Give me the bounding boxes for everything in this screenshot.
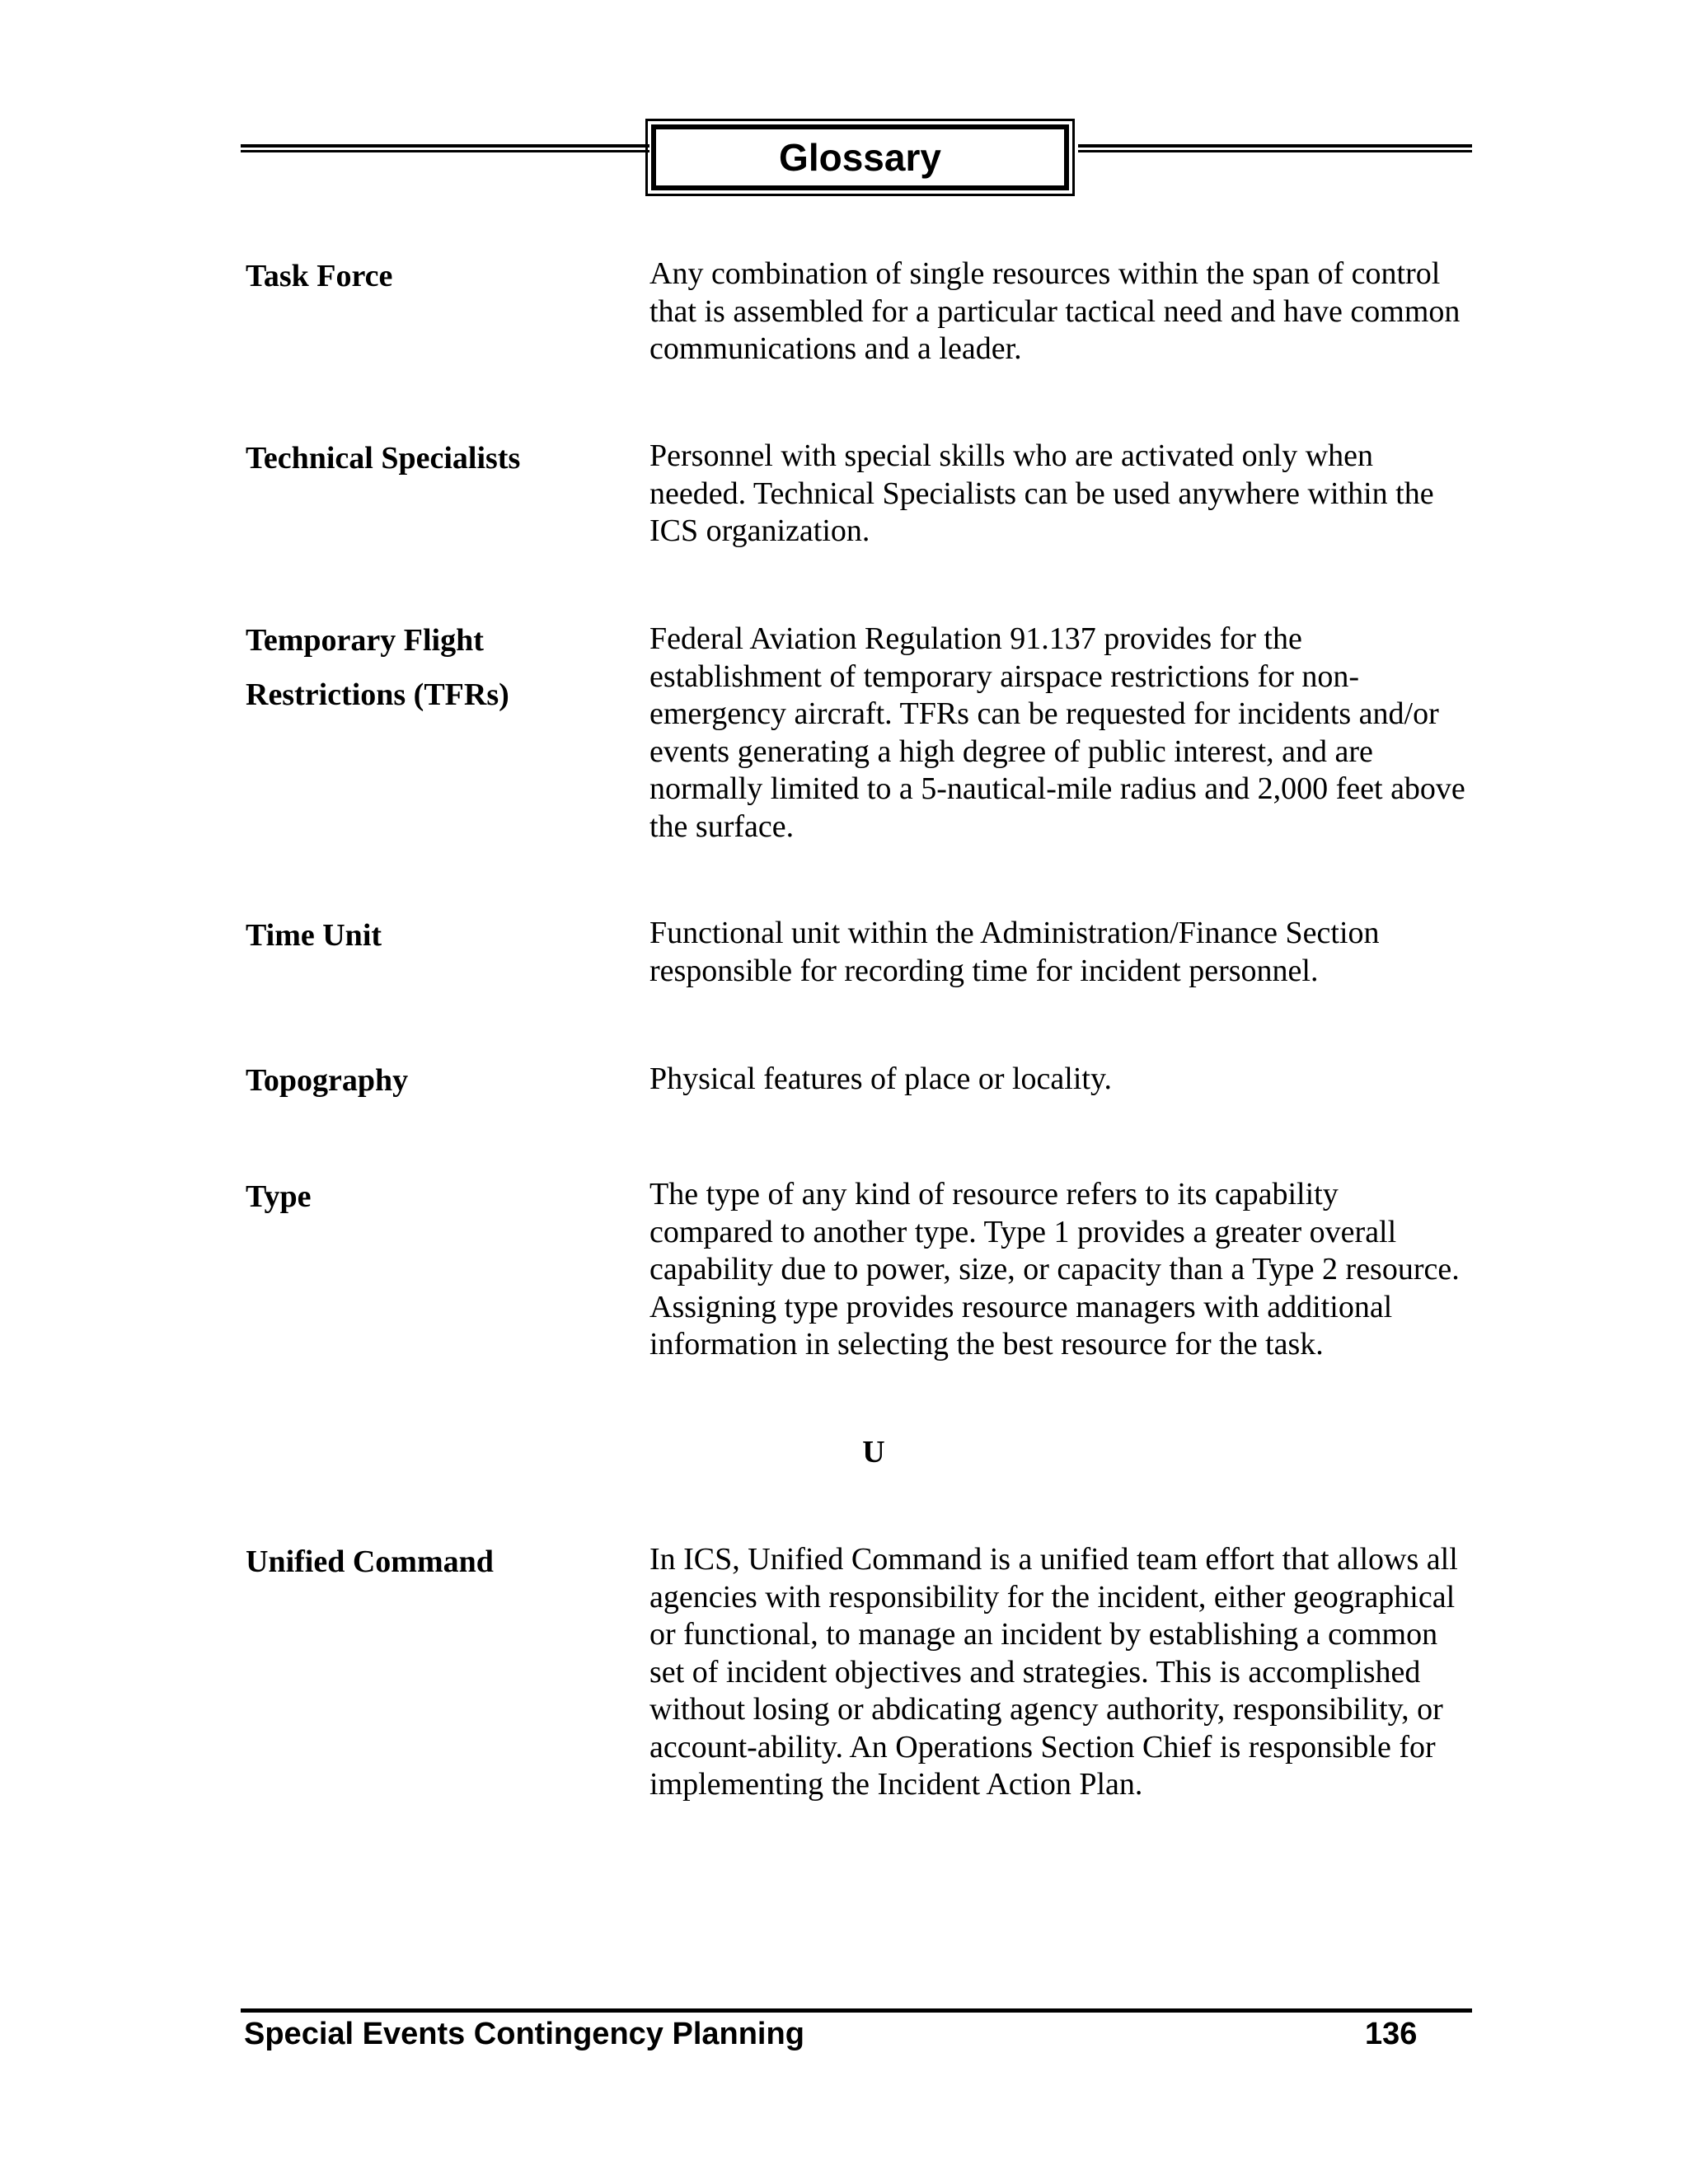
glossary-term: Topography (246, 1063, 409, 1098)
footer-rule (241, 2008, 1472, 2013)
glossary-term: Task Force (246, 259, 393, 293)
glossary-definition: The type of any kind of resource refers to its capability compared to another type. Type 1 provides a greater overall capability due to power, size, or capacity than a Type 2 resource. Assigning type provides resource managers with additional information in selecting the best resource for the task. (649, 1177, 1460, 1361)
glossary-term: Type (246, 1179, 312, 1214)
glossary-term: Temporary Flight Restrictions (TFRs) (246, 623, 509, 712)
glossary-term: Time Unit (246, 918, 382, 953)
glossary-definition: Physical features of place or locality. (649, 1062, 1112, 1096)
glossary-definition: In ICS, Unified Command is a unified team effort that allows all agencies with responsibility for the incident, either geographical or functional, to manage an incident by establishing a common set of incident objectives and strategies. This is accomplished without losing or abdicating agency authority, responsibility, or account-ability. An Operations Section Chief is responsible for implementing the Incident Action Plan. (649, 1542, 1458, 1802)
glossary-term: Unified Command (246, 1544, 494, 1579)
footer-document-title: Special Events Contingency Planning (244, 2017, 804, 2051)
header-rule-left (241, 144, 649, 152)
glossary-definition: Any combination of single resources within the span of control that is assembled for a particular tactical need and have common communications and a leader. (649, 256, 1461, 366)
page-title: Glossary (779, 136, 941, 179)
glossary-definition: Federal Aviation Regulation 91.137 provides for the establishment of temporary airspace restrictions for non- emergency aircraft. TFRs can be requested for incidents and/or events generating a high degree of public interest, and are normally limited to a 5-nautical-mile radius and 2,000 feet above the surface. (649, 621, 1465, 844)
footer-page-number: 136 (1365, 2017, 1418, 2051)
section-letter-heading: U (862, 1435, 885, 1469)
glossary-definition: Functional unit within the Administration/Finance Section responsible for recording time for incident personnel. (649, 916, 1380, 988)
glossary-definition: Personnel with special skills who are activated only when needed. Technical Specialists can be used anywhere within the ICS organization. (649, 438, 1434, 548)
header-title-box (645, 119, 1075, 196)
header-rule-right (1078, 144, 1472, 152)
glossary-term: Technical Specialists (246, 441, 521, 476)
